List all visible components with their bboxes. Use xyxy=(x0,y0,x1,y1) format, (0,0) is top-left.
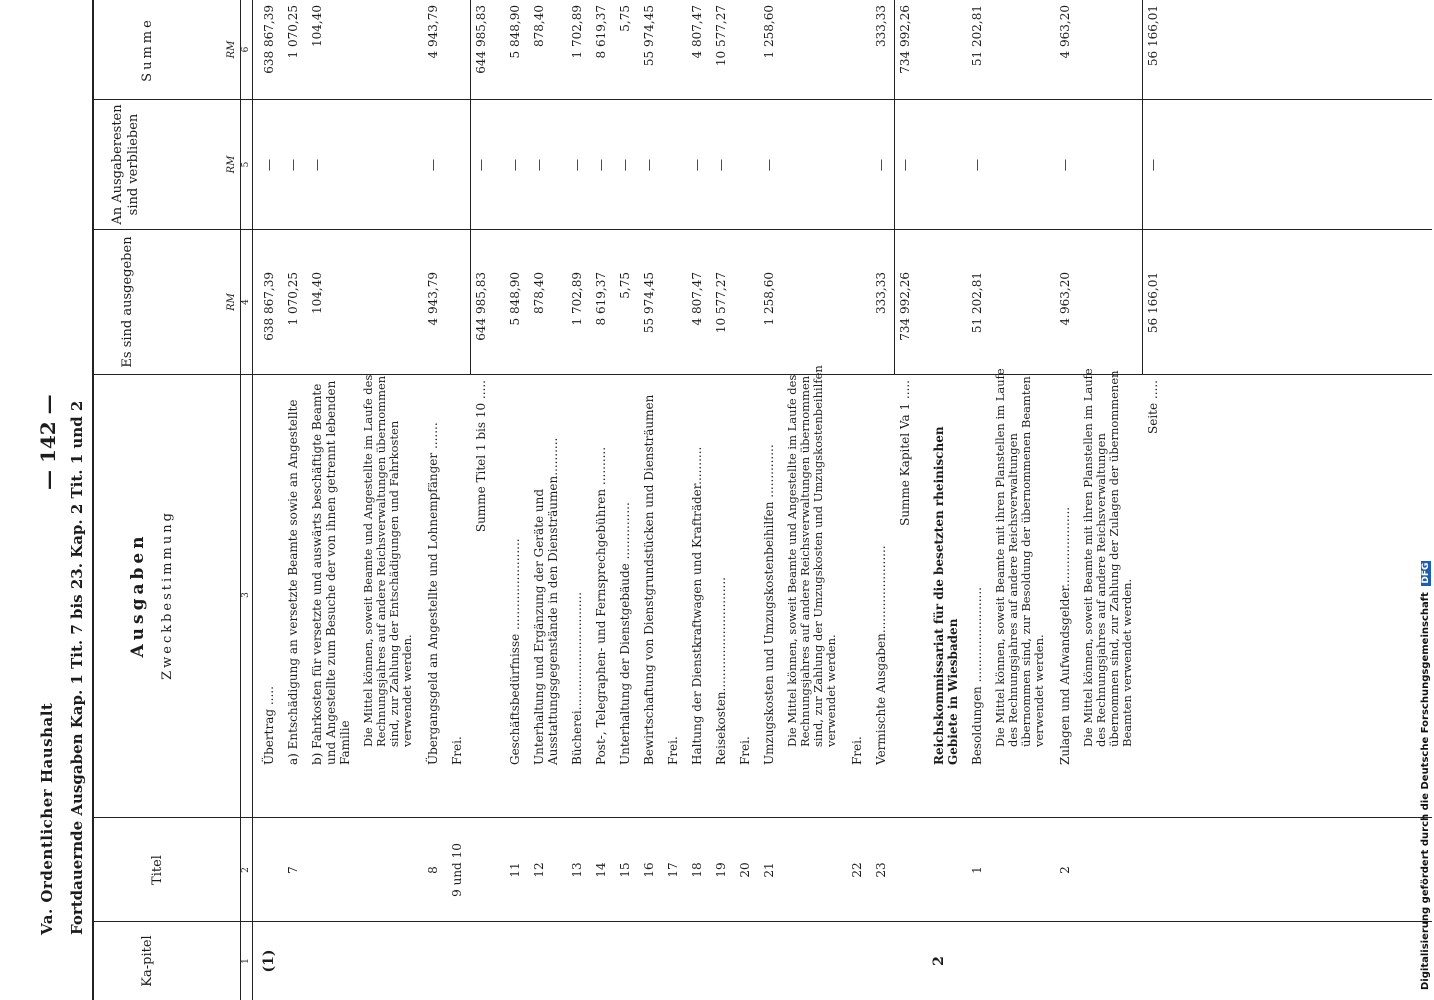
col-divider-3 xyxy=(92,374,1432,375)
amount-total: 644 985,83 xyxy=(474,5,488,74)
colhead-kapitel: Ka-pitel xyxy=(140,935,155,987)
colnum-4: 4 xyxy=(241,299,251,305)
row-description: Vermischte Ausgaben....................... xyxy=(874,545,888,765)
amount-total: 1 702,89 xyxy=(570,5,584,59)
titel-cell: 8 xyxy=(426,866,440,874)
sum-rule xyxy=(894,0,895,375)
row-description: Unterhaltung der Dienstgebäude ............... xyxy=(618,502,632,765)
amount-total: 5,75 xyxy=(618,5,632,32)
amount-remaining: — xyxy=(618,159,632,171)
amount-remaining: — xyxy=(1058,159,1072,171)
row-description: b) Fahrkosten für versetzte und auswärts beschäftigte Beamte und Angestellte zum Besuche der von ihnen getrennt lebenden Familie xyxy=(310,380,352,765)
amount-remaining: — xyxy=(474,159,488,171)
amount-total: 1 070,25 xyxy=(286,5,300,59)
titel-cell: 17 xyxy=(666,862,680,878)
row-note: Die Mittel können, soweit Beamte mit ihren Planstellen im Laufe des Rechnungsjahres auf andere Reichsverwaltungen übernommen sind, zur Besoldung der übernommenen Beamten verwendet werden. xyxy=(993,368,1046,747)
dfg-text: Digitalisierung gefördert durch die Deutsche Forschungsgemeinschaft xyxy=(1420,592,1431,990)
titel-cell: 13 xyxy=(570,862,584,878)
amount-spent: 4 807,47 xyxy=(690,272,704,326)
row-description: a) Entschädigung an versetzte Beamte sowie an Angestellte xyxy=(286,399,300,765)
colnum-5: 5 xyxy=(241,161,251,168)
amount-spent: 5,75 xyxy=(618,272,632,299)
colhead-zweckbestimmung: Zweckbestimmung xyxy=(160,510,175,680)
amount-spent: 10 577,27 xyxy=(714,272,728,334)
amount-remaining: — xyxy=(310,159,324,171)
row-description: Frei. xyxy=(666,736,680,765)
amount-remaining: — xyxy=(286,159,300,171)
titel-cell: 19 xyxy=(714,862,728,878)
row-description: Bewirtschaftung von Dienstgrundstücken und Diensträumen xyxy=(642,394,656,765)
titel-cell: 16 xyxy=(642,862,656,878)
titel-cell: 11 xyxy=(508,862,522,878)
amount-remaining: — xyxy=(642,159,656,171)
amount-spent: 734 992,26 xyxy=(898,272,912,341)
row-description: Reichskommissariat für die besetzten rheinischen Gebiete in Wiesbaden xyxy=(932,426,960,765)
amount-total: 4 807,47 xyxy=(690,5,704,59)
row-description: Unterhaltung und Ergänzung der Geräte und Ausstattungsgegenstände in den Diensträumen.......... xyxy=(532,437,560,765)
amount-total: 8 619,37 xyxy=(594,5,608,59)
col-divider-1 xyxy=(92,921,1432,922)
header-haushalt: Va. Ordentlicher Haushalt xyxy=(38,702,56,935)
amount-total: 10 577,27 xyxy=(714,5,728,67)
amount-spent: 638 867,39 xyxy=(262,272,276,341)
amount-total: 333,33 xyxy=(874,5,888,47)
amount-remaining: — xyxy=(874,159,888,171)
titel-cell: 1 xyxy=(970,866,984,874)
titel-cell: 23 xyxy=(874,862,888,878)
amount-spent: 8 619,37 xyxy=(594,272,608,326)
amount-spent: 55 974,45 xyxy=(642,272,656,334)
titel-cell: 9 und 10 xyxy=(450,843,464,897)
amount-spent: 51 202,81 xyxy=(970,272,984,334)
amount-total: 51 202,81 xyxy=(970,5,984,67)
amount-total: 638 867,39 xyxy=(262,5,276,74)
amount-total: 104,40 xyxy=(310,5,324,47)
col-divider-5 xyxy=(92,99,1432,100)
titel-cell: 15 xyxy=(618,862,632,878)
table-top-rule xyxy=(92,0,94,1000)
header-kapitel-range: Fortdauernde Ausgaben Kap. 1 Tit. 7 bis 23. Kap. 2 Tit. 1 und 2 xyxy=(68,400,86,935)
row-description: Reisekosten.............................. xyxy=(714,577,728,765)
amount-remaining: — xyxy=(1146,159,1160,171)
row-description: Frei. xyxy=(738,736,752,765)
colnum-1: 1 xyxy=(241,958,251,964)
colhead-titel: Titel xyxy=(150,855,165,885)
col-divider-2 xyxy=(92,817,1432,818)
amount-remaining: — xyxy=(898,159,912,171)
amount-spent: 878,40 xyxy=(532,272,546,314)
row-description: Summe Kapitel Va 1 ..... xyxy=(898,380,912,526)
row-description: Post-, Telegraphen- und Fernsprechgebühren .......... xyxy=(594,446,608,765)
colnum-rule xyxy=(252,0,253,1000)
colhead-ausgaben: Ausgaben xyxy=(128,532,148,658)
amount-remaining: — xyxy=(594,159,608,171)
amount-total: 1 258,60 xyxy=(762,5,776,59)
row-description: Umzugskosten und Umzugskostenbeihilfen .............. xyxy=(762,444,776,765)
amount-total: 734 992,26 xyxy=(898,5,912,74)
amount-remaining: — xyxy=(508,159,522,171)
amount-spent: 56 166,01 xyxy=(1146,272,1160,334)
amount-spent: 4 963,20 xyxy=(1058,272,1072,326)
row-description: Haltung der Dienstkraftwagen und Krafträder.......... xyxy=(690,446,704,765)
col-divider-4 xyxy=(92,229,1432,230)
titel-cell: 14 xyxy=(594,862,608,878)
titel-cell: 2 xyxy=(1058,866,1072,874)
colhead-summe: Summe xyxy=(140,17,155,82)
dfg-logo: DFG xyxy=(1421,562,1431,584)
amount-spent: 1 702,89 xyxy=(570,272,584,326)
row-description: Bücherei............................... xyxy=(570,591,584,765)
amount-remaining: — xyxy=(426,159,440,171)
amount-remaining: — xyxy=(262,159,276,171)
amount-spent: 1 258,60 xyxy=(762,272,776,326)
unit-col6: RM xyxy=(226,40,237,59)
titel-cell: 7 xyxy=(286,866,300,874)
row-description: Übertrag ..... xyxy=(262,686,276,765)
amount-total: 878,40 xyxy=(532,5,546,47)
titel-cell: 20 xyxy=(738,862,752,878)
unit-col5: RM xyxy=(226,155,237,174)
amount-total: 4 963,20 xyxy=(1058,5,1072,59)
row-description: Seite ..... xyxy=(1146,380,1160,434)
titel-cell: 12 xyxy=(532,862,546,878)
amount-spent: 104,40 xyxy=(310,272,324,314)
row-description: Besoldungen ......................... xyxy=(970,587,984,765)
row-description: Frei. xyxy=(850,736,864,765)
amount-remaining: — xyxy=(570,159,584,171)
amount-remaining: — xyxy=(690,159,704,171)
colnum-6: 6 xyxy=(241,46,251,53)
kapitel-cell: (1) xyxy=(261,949,277,973)
row-note: Die Mittel können, soweit Beamte und Angestellte im Laufe des Rechnungsjahres auf andere Reichsverwaltungen übernommen sind, zur Zahlung der Umzugskosten und Umzugskostenbeihilfen verwendet werden. xyxy=(785,365,838,747)
titel-cell: 22 xyxy=(850,862,864,878)
row-description: Frei. xyxy=(450,736,464,765)
dfg-footer xyxy=(1420,562,1431,990)
row-description: Geschäftsbedürfnisse ........................ xyxy=(508,538,522,765)
amount-remaining: — xyxy=(714,159,728,171)
row-description: Übergangsgeld an Angestellte und Lohnempfänger ....... xyxy=(426,422,440,765)
row-description: Zulagen und Aufwandsgelder..................... xyxy=(1058,506,1072,765)
amount-remaining: — xyxy=(532,159,546,171)
titel-cell: 18 xyxy=(690,862,704,878)
row-note: Die Mittel können, soweit Beamte mit ihren Planstellen im Laufe des Rechnungsjahres auf andere Reichsverwaltungen übernommen sind, zur Zahlung der Zulagen der übernommenen Beamten verwendet werden. xyxy=(1081,368,1134,747)
amount-spent: 5 848,90 xyxy=(508,272,522,326)
page-number: — 142 — xyxy=(36,394,60,490)
amount-total: 5 848,90 xyxy=(508,5,522,59)
amount-spent: 1 070,25 xyxy=(286,272,300,326)
amount-spent: 4 943,79 xyxy=(426,272,440,326)
sum-rule xyxy=(1142,0,1143,375)
titel-cell: 21 xyxy=(762,862,776,878)
row-note: Die Mittel können, soweit Beamte und Angestellte im Laufe des Rechnungsjahres auf andere Reichsverwaltungen übernommen sind, zur Zahlung der Entschädigungen und Fahrkosten verwendet werden. xyxy=(361,374,414,747)
amount-spent: 644 985,83 xyxy=(474,272,488,341)
amount-spent: 333,33 xyxy=(874,272,888,314)
colnum-3: 3 xyxy=(241,592,251,598)
amount-total: 4 943,79 xyxy=(426,5,440,59)
row-description: Summe Titel 1 bis 10 ..... xyxy=(474,380,488,533)
amount-remaining: — xyxy=(970,159,984,171)
unit-col4: RM xyxy=(226,293,237,311)
kapitel-cell: 2 xyxy=(931,956,947,966)
colnum-2: 2 xyxy=(241,867,251,873)
sum-rule xyxy=(470,0,471,375)
amount-remaining: — xyxy=(762,159,776,171)
amount-total: 55 974,45 xyxy=(642,5,656,67)
colhead-ausgegeben: Es sind ausgegeben xyxy=(120,236,135,368)
amount-total: 56 166,01 xyxy=(1146,5,1160,67)
colhead-ausgabereste: An Ausgaberesten sind verblieben xyxy=(110,104,141,225)
